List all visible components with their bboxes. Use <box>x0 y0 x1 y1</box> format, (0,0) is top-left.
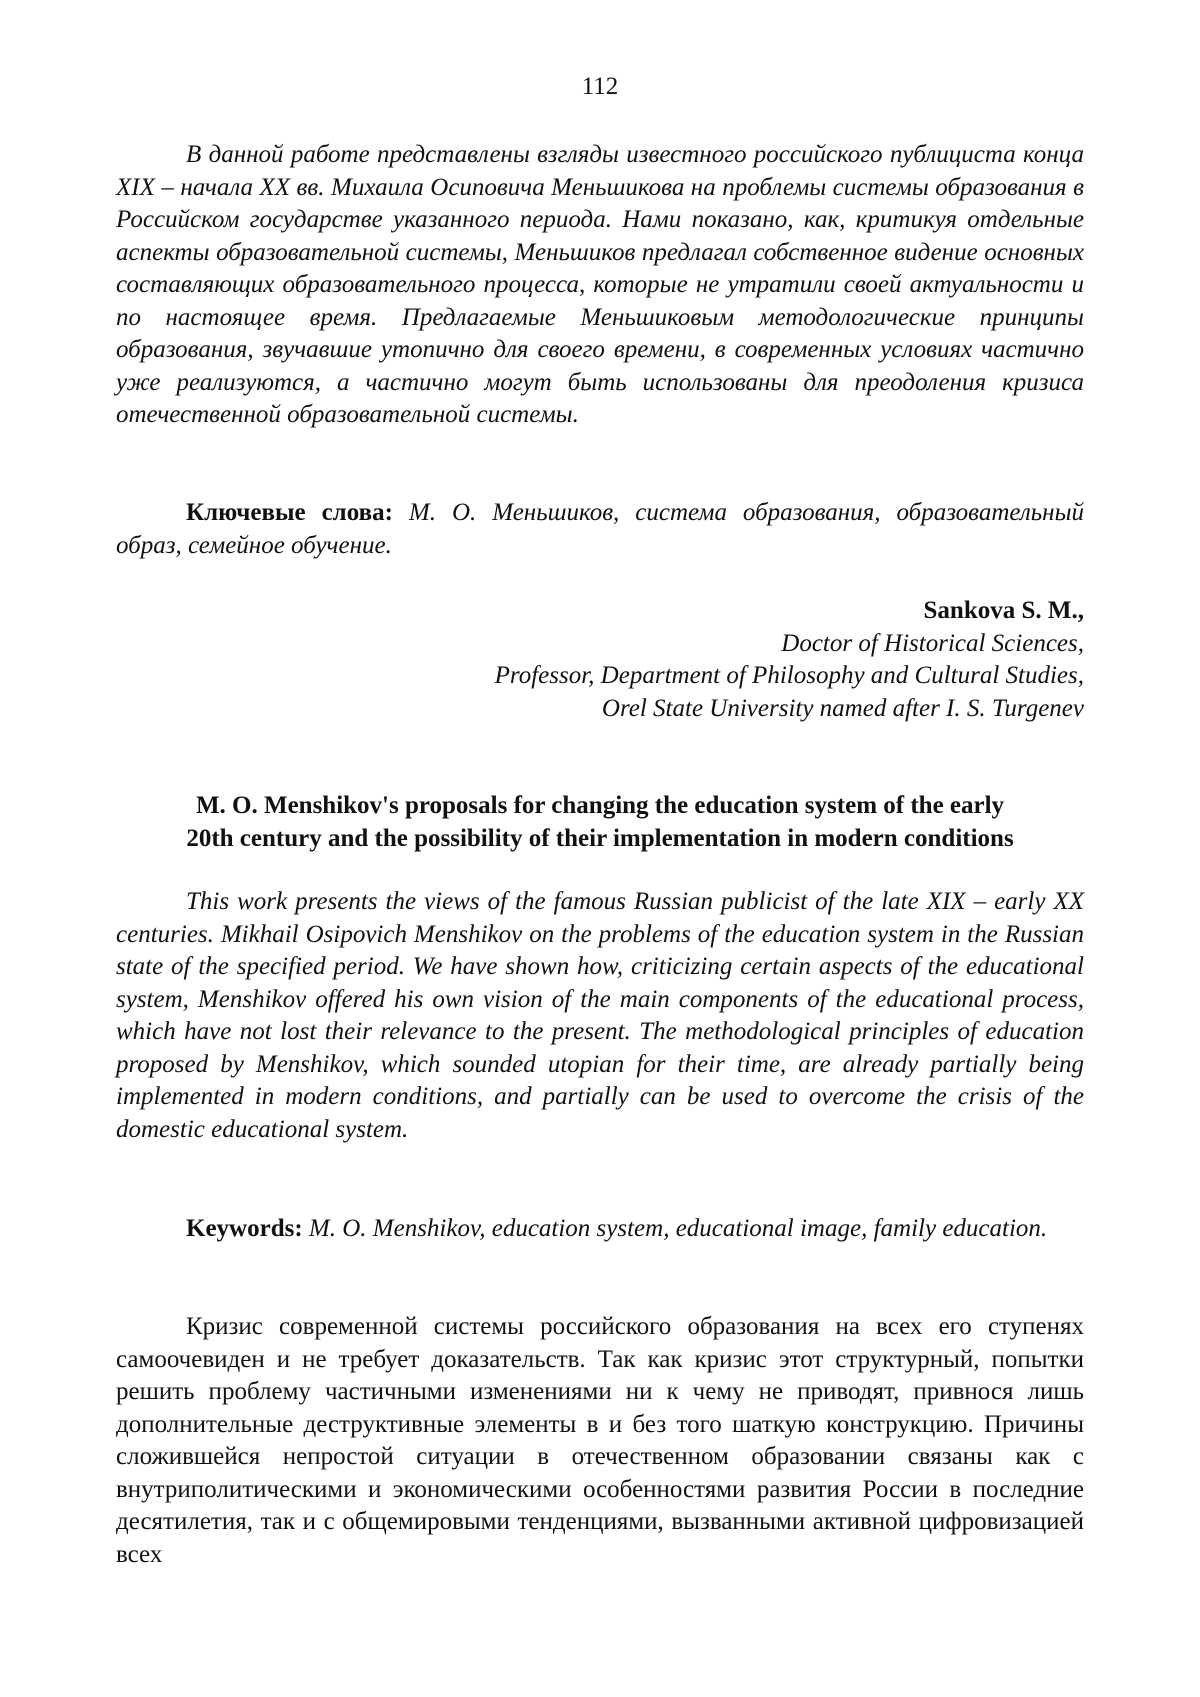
article-title <box>116 790 1084 855</box>
russian-abstract: В данной работе представлены взгляды известного российского публициста конца XIX – начала XX вв. Михаила Осиповича Меньшикова на проблемы системы образования в Российском государстве указанного периода. Нами показано, как, критикуя отдельные аспекты образовательной системы, Меньшиков предлагал собственное видение основных составляющих образовательного процесса, которые не утратили своей актуальности и по настоящее время. Предлагаемые Меньшиковым методологические принципы образования, звучавшие утопично для своего времени, в современных условиях частично уже реализуются, а частично могут быть использованы для преодоления кризиса отечественной образовательной системы. <box>116 141 1084 428</box>
english-keywords <box>116 1213 1084 1246</box>
author-block <box>116 595 1084 725</box>
body-paragraph: Кризис современной системы российского образования на всех его ступенях самоочевиден и не требует доказательств. Так как кризис этот структурный, попытки решить проблему частичными изменениями ни к чему не приводят, привнося лишь дополнительные деструктивные элементы в и без того шаткую конструкцию. Причины сложившейся непростой ситуации в отечественном образовании связаны как с внутриполитическими и экономическими особенностями развития России в последние десятилетия, так и с общемировыми тенденциями, вызванными активной цифровизацией всех <box>116 1313 1084 1568</box>
author-position: Professor, Department of Philosophy and Cultural Studies, <box>494 662 1084 689</box>
russian-keywords <box>116 497 1084 562</box>
russian-keywords-text: М. О. Меньшиков, система образования, образовательный образ, семейное обучение. <box>116 499 1084 559</box>
article-title-line-1: M. O. Menshikov's proposals for changing the education system of the early <box>195 792 1005 819</box>
author-affiliation: Orel State University named after I. S. Turgenev <box>601 694 1084 722</box>
page-number: 112 <box>581 73 619 100</box>
article-title-line-2: 20th century and the possibility of their implementation in modern conditions <box>186 824 1014 852</box>
english-keywords-text: M. O. Menshikov, education system, educational image, family education. <box>308 1215 1048 1242</box>
author-degree: Doctor of Historical Sciences, <box>781 629 1084 657</box>
english-keywords-label: Keywords: <box>186 1215 303 1242</box>
english-abstract: This work presents the views of the famous Russian publicist of the late XIX – early XX centuries. Mikhail Osipovich Menshikov on the problems of the education system in the Russian state of the specified period. We have shown how, criticizing certain aspects of the educational system, Menshikov offered his own vision of the main components of the educational process, which have not lost their relevance to the present. The methodological principles of education proposed by Menshikov, which sounded utopian for their time, are already partially being implemented in modern conditions, and partially can be used to overcome the crisis of the domestic educational system. <box>116 888 1084 1143</box>
author-name: Sankova S. M., <box>923 597 1084 624</box>
russian-keywords-label: Ключевые слова: <box>186 499 393 526</box>
